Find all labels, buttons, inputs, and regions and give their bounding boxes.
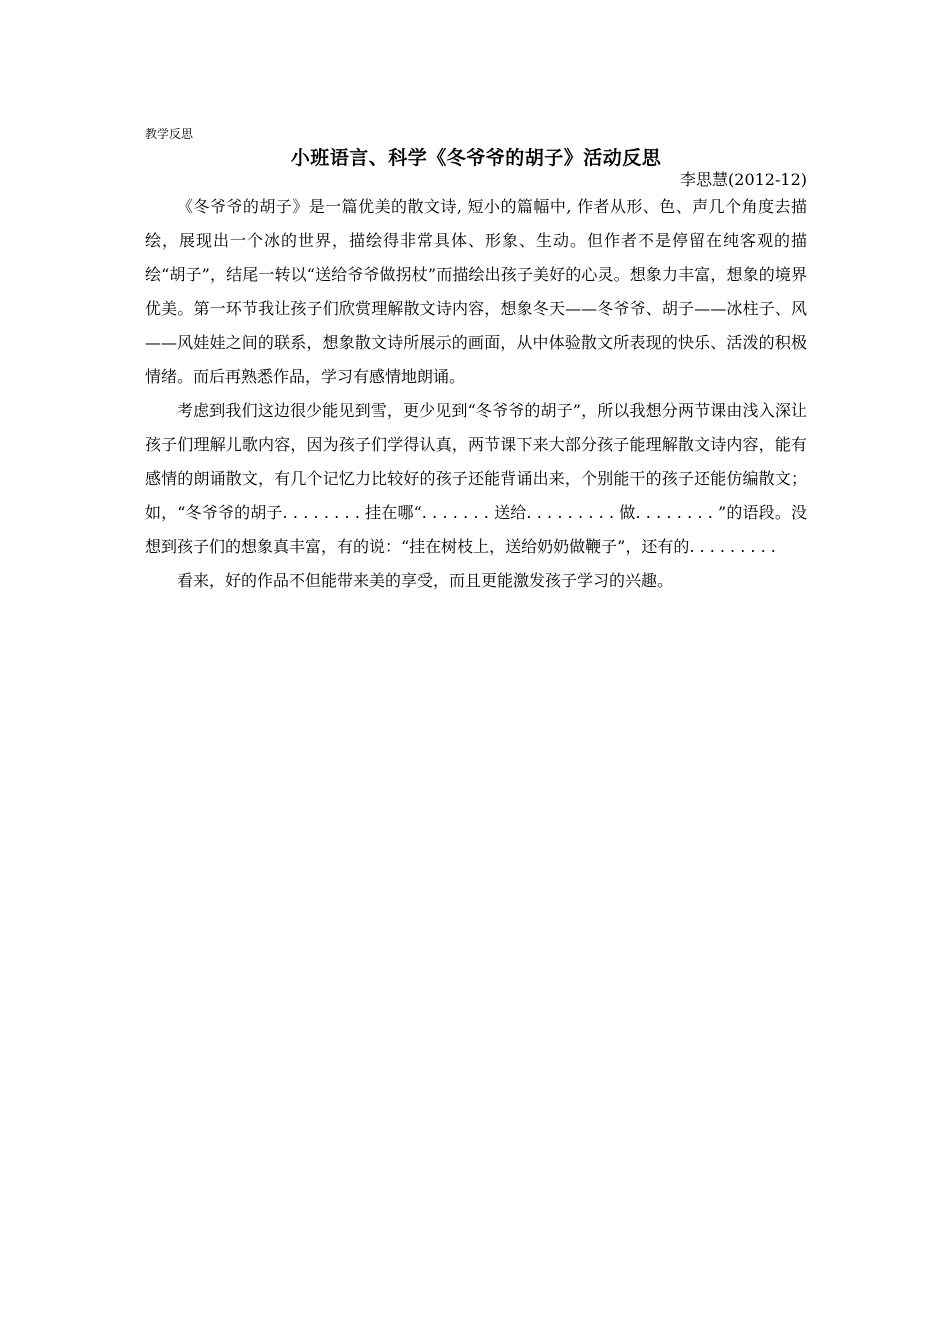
paragraph-3: 看来，好的作品不但能带来美的享受，而且更能激发孩子学习的兴趣。 [177, 571, 674, 590]
paragraph-1: 《冬爷爷的胡子》是一篇优美的散文诗, 短小的篇幅中, 作者从形、色、声几个角度去描绘，展现出一个冰的世界，描绘得非常具体、形象、生动。但作者不是停留在纯客观的描绘“胡子”，结尾一转以“送给爷爷做拐杖”而描绘出孩子美好的心灵。想象力丰富，想象的境界优美。第一环节我让孩子们欣赏理解散文诗内容，想象冬天——冬爷爷、胡子——冰柱子、风——风娃娃之间的联系，想象散文诗所展示的画面，从中体验散文所表现的快乐、活泼的积极情绪。而后再熟悉作品，学习有感情地朗诵。 [145, 197, 807, 386]
document-page [145, 124, 807, 598]
document-title: 小班语言、科学《冬爷爷的胡子》活动反思 [290, 147, 662, 169]
header-label: 教学反思 [145, 127, 194, 141]
paragraph-2: 考虑到我们这边很少能见到雪，更少见到“冬爷爷的胡子”，所以我想分两节课由浅入深让孩子们理解儿歌内容，因为孩子们学得认真，两节课下来大部分孩子能理解散文诗内容，能有感情的朗诵散文，有几个记忆力比较好的孩子还能背诵出来，个别能干的孩子还能仿编散文；如，“冬爷爷的胡子. . . . . . . . 挂在哪“. . . . . . . 送给. . . . . . . . . 做. . . . . . . . ”的语段。没想到孩子们的想象真丰富，有的说：“挂在树枝上，送给奶奶做鞭子”，还有的. . . . . . . . . [145, 401, 807, 556]
author-byline: 李思慧(2012-12) [680, 170, 807, 189]
